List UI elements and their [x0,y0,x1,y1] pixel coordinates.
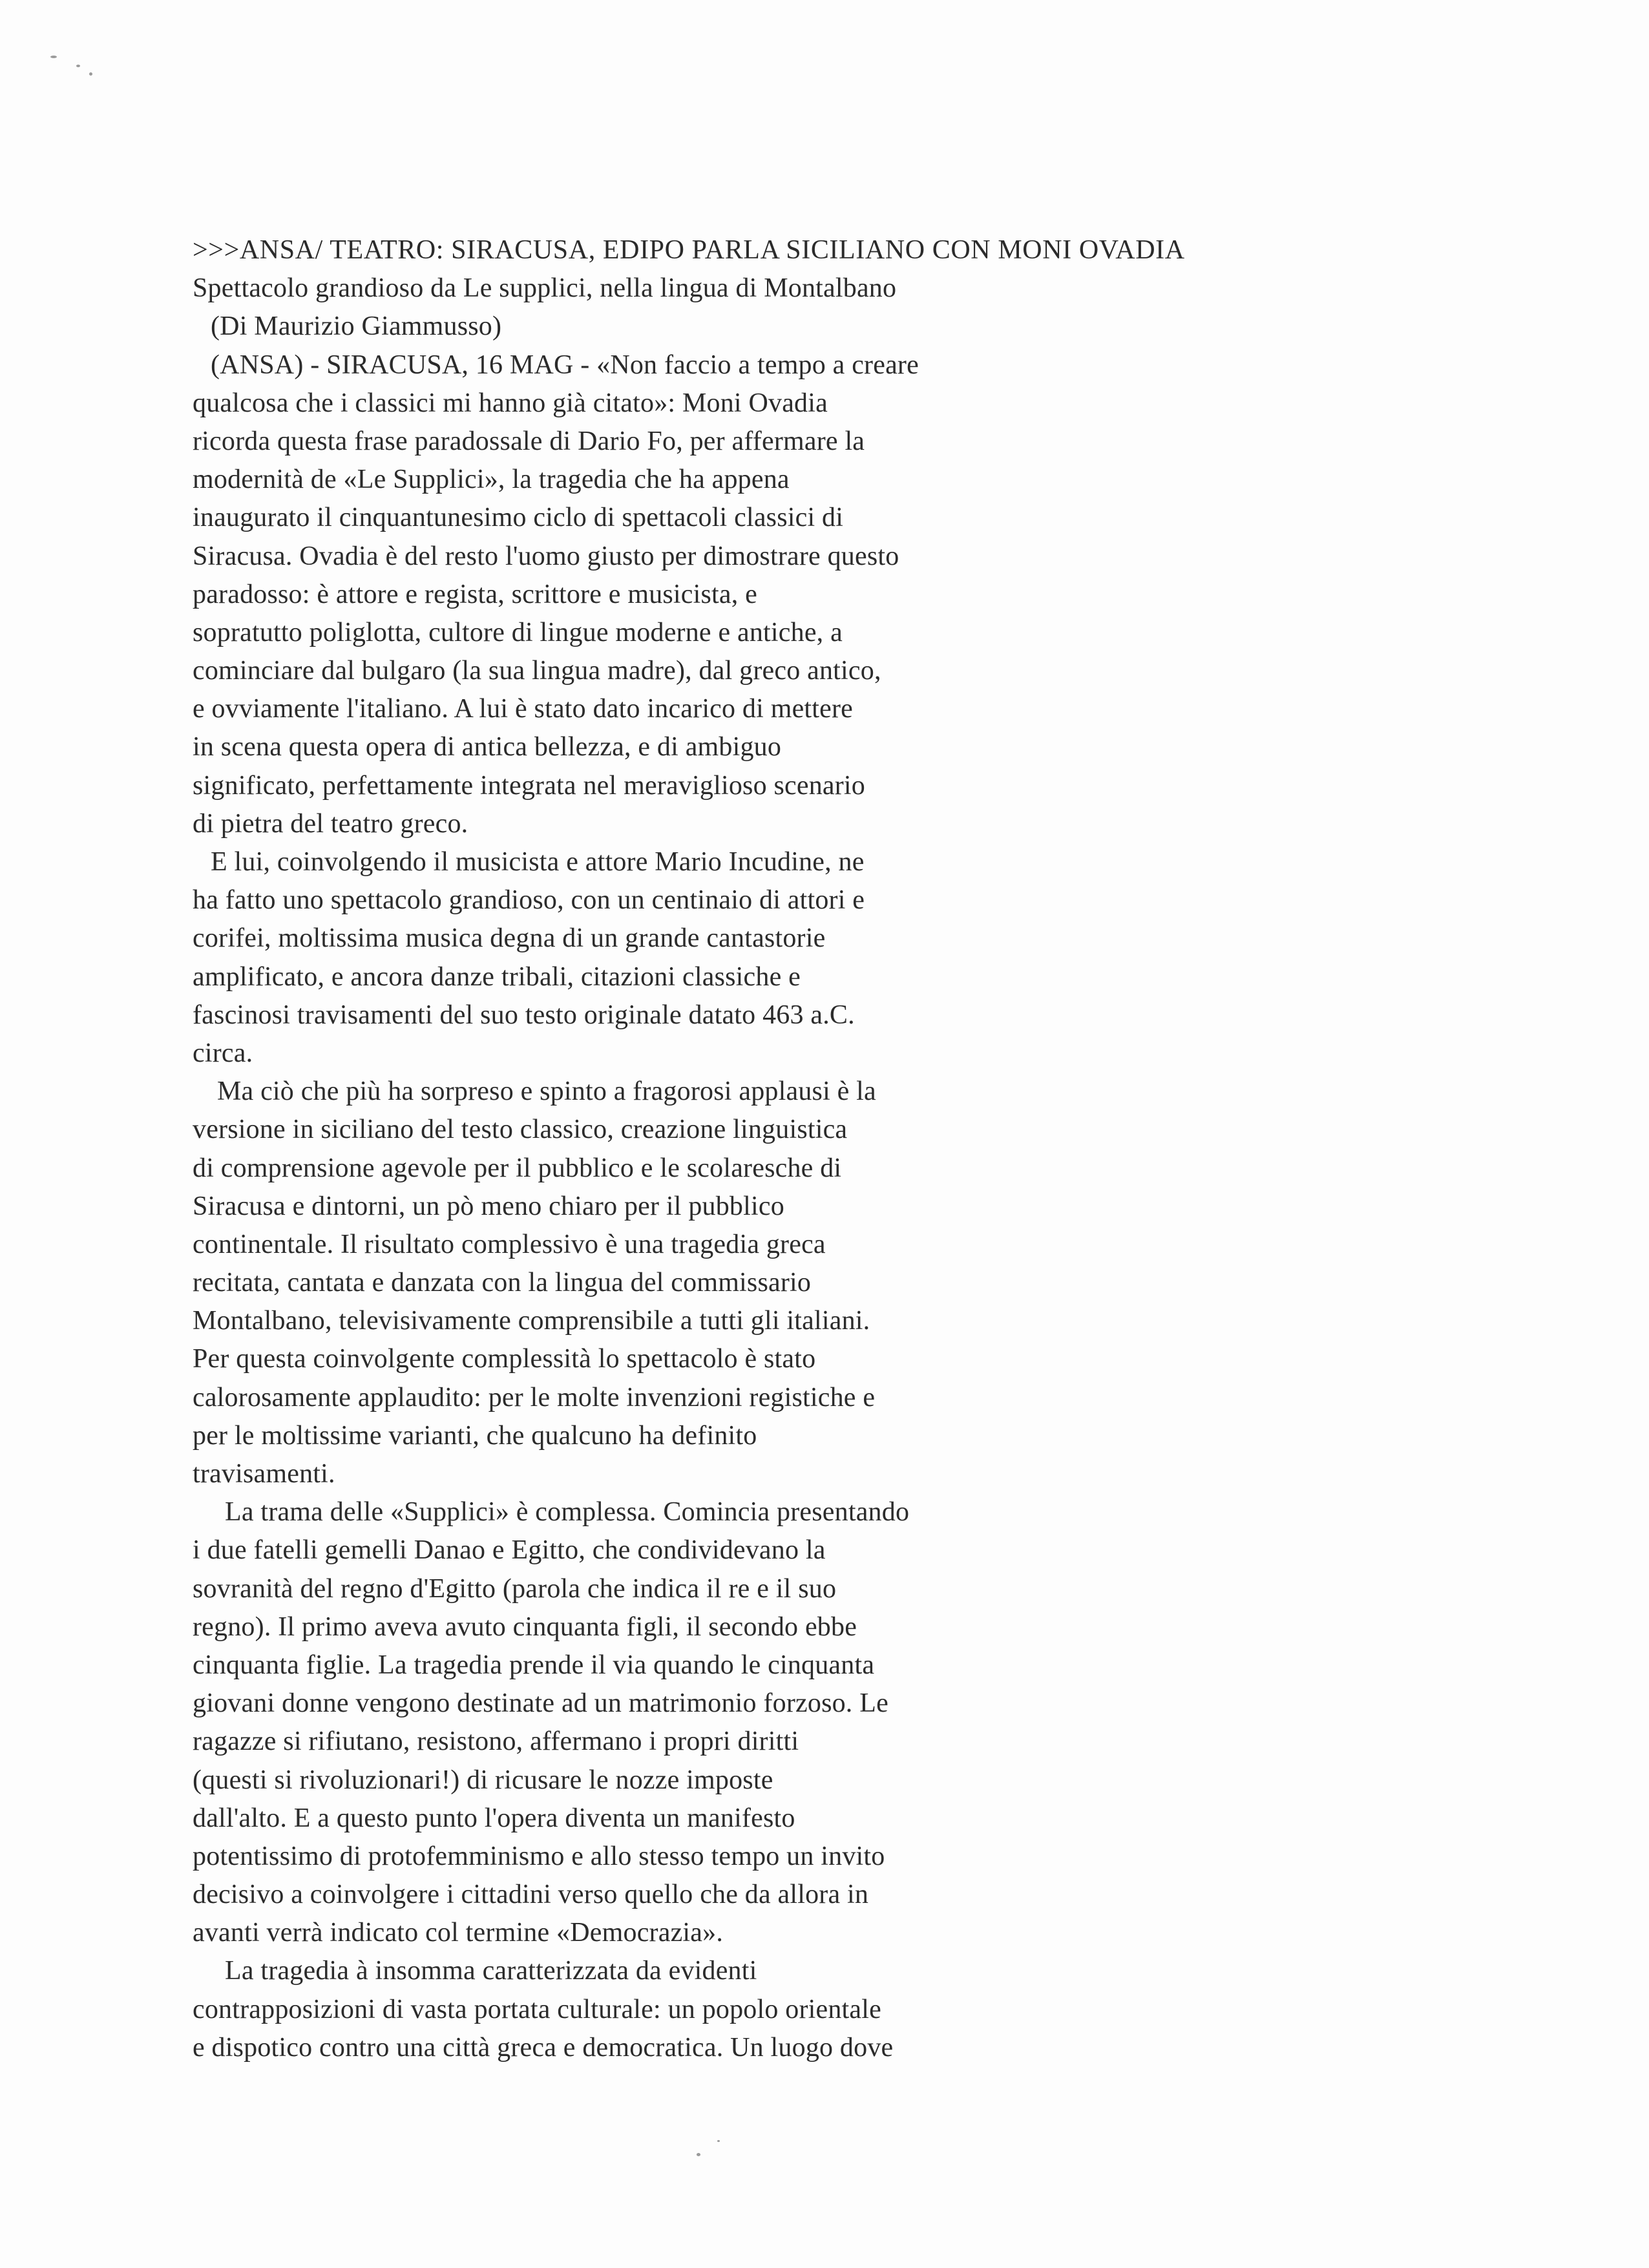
text-line: continentale. Il risultato complessivo è una tragedia greca [193,1229,826,1259]
text-line: ragazze si rifiutano, resistono, affermano i propri diritti [193,1727,799,1757]
text-line: E lui, coinvolgendo il musicista e attore Mario Incudine, ne [211,847,865,877]
scan-speck [50,56,57,58]
text-line: e dispotico contro una città greca e democratica. Un luogo dove [193,2032,894,2063]
text-line: Ma ciò che più ha sorpreso e spinto a fragorosi applausi è la [217,1076,876,1107]
text-line: significato, perfettamente integrata nel meraviglioso scenario [193,770,865,801]
text-line: La trama delle «Supplici» è complessa. Comincia presentando [225,1497,910,1528]
text-line: regno). Il primo aveva avuto cinquanta figli, il secondo ebbe [193,1612,857,1642]
text-line: sovranità del regno d'Egitto (parola che indica il re e il suo [193,1573,837,1604]
text-line: sopratutto poliglotta, cultore di lingue moderne e antiche, a [193,617,843,647]
text-line: calorosamente applaudito: per le molte invenzioni registiche e [193,1382,876,1412]
text-line: (questi si rivoluzionari!) di ricusare le nozze imposte [193,1765,773,1795]
text-line: cominciare dal bulgaro (la sua lingua madre), dal greco antico, [193,656,881,686]
text-line: cinquanta figlie. La tragedia prende il via quando le cinquanta [193,1650,875,1680]
text-line: Montalbano, televisivamente comprensibile a tutti gli italiani. [193,1306,870,1336]
text-line: di pietra del teatro greco. [193,808,468,839]
text-line: recitata, cantata e danzata con la lingua del commissario [193,1268,812,1298]
text-line: i due fatelli gemelli Danao e Egitto, che condividevano la [193,1535,826,1566]
text-line: giovani donne vengono destinate ad un matrimonio forzoso. Le [193,1688,888,1719]
scan-speck [89,72,92,76]
text-line: (ANSA) - SIRACUSA, 16 MAG - «Non faccio a tempo a creare [211,350,919,380]
headline: >>>ANSA/ TEATRO: SIRACUSA, EDIPO PARLA SICILIANO CON MONI OVADIA [193,235,1185,265]
text-line: circa. [193,1038,253,1068]
text-line: qualcosa che i classici mi hanno già citato»: Moni Ovadia [193,388,828,418]
text-line: Siracusa e dintorni, un pò meno chiaro per il pubblico [193,1191,784,1221]
text-line: Per questa coinvolgente complessità lo spettacolo è stato [193,1344,816,1374]
text-line: amplificato, e ancora danze tribali, citazioni classiche e [193,961,801,992]
text-line: di comprensione agevole per il pubblico e le scolaresche di [193,1153,842,1183]
text-line: potentissimo di protofemminismo e allo stesso tempo un invito [193,1841,885,1871]
subheadline: Spettacolo grandioso da Le supplici, nella lingua di Montalbano [193,273,897,304]
text-line: modernità de «Le Supplici», la tragedia che ha appena [193,465,790,495]
text-line: per le moltissime varianti, che qualcuno ha definito [193,1420,757,1451]
text-line: dall'alto. E a questo punto l'opera diventa un manifesto [193,1803,795,1833]
text-line: inaugurato il cinquantunesimo ciclo di spettacoli classici di [193,503,844,533]
text-line: travisamenti. [193,1459,335,1489]
text-line: ricorda questa frase paradossale di Dario Fo, per affermare la [193,426,865,456]
text-line: ha fatto uno spettacolo grandioso, con un centinaio di attori e [193,885,865,916]
text-line: corifei, moltissima musica degna di un grande cantastorie [193,923,826,954]
scan-speck [76,65,80,67]
article-text [193,231,1420,2067]
text-line: avanti verrà indicato col termine «Democrazia». [193,1918,724,1948]
byline: (Di Maurizio Giammusso) [211,311,502,342]
scan-speck [717,2140,720,2142]
text-line: e ovviamente l'italiano. A lui è stato dato incarico di mettere [193,694,854,724]
text-line: fascinosi travisamenti del suo testo originale datato 463 a.C. [193,1000,855,1030]
text-line: paradosso: è attore e regista, scrittore e musicista, e [193,579,758,609]
text-line: Siracusa. Ovadia è del resto l'uomo giusto per dimostrare questo [193,541,899,571]
text-line: versione in siciliano del testo classico, creazione linguistica [193,1115,848,1145]
text-line: contrapposizioni di vasta portata culturale: un popolo orientale [193,1994,881,2024]
text-line: La tragedia à insomma caratterizzata da evidenti [225,1956,757,1986]
text-line: decisivo a coinvolgere i cittadini verso quello che da allora in [193,1880,869,1910]
text-line: in scena questa opera di antica bellezza, e di ambiguo [193,732,782,762]
scan-speck [697,2153,700,2156]
